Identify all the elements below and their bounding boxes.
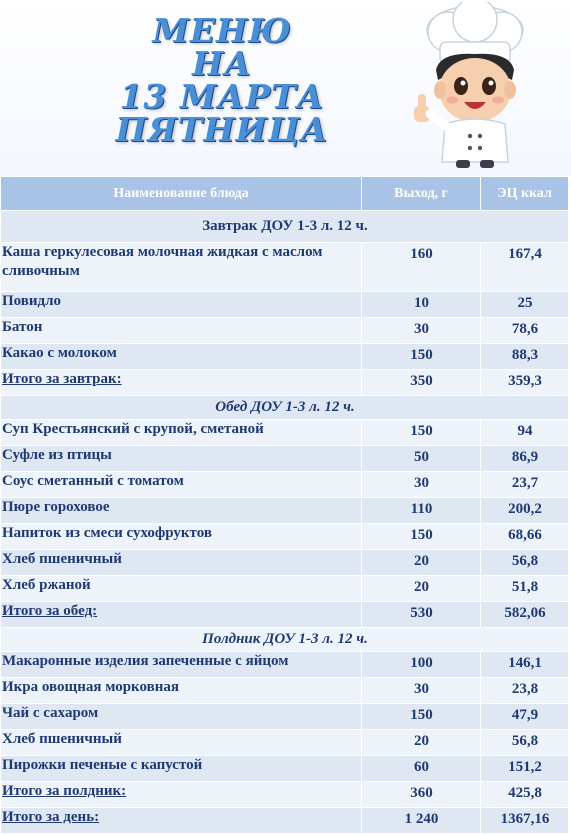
dish-kcal: 86,9 [481,446,569,472]
title-line-4: ПЯТНИЦА [115,110,329,149]
table-row [1,524,569,550]
dish-kcal: 56,8 [481,730,569,756]
column-header-dish: Наименование блюда [1,177,362,211]
total-weight: 360 [362,782,481,808]
dish-kcal: 23,8 [481,678,569,704]
table-row [1,550,569,576]
dish-weight: 20 [362,730,481,756]
table-row [1,420,569,446]
dish-weight: 20 [362,576,481,602]
chef-illustration-icon [400,2,550,172]
table-row [1,652,569,678]
dish-name: Какао с молоком [1,344,362,370]
dish-kcal: 151,2 [481,756,569,782]
dish-kcal: 23,7 [481,472,569,498]
dish-weight: 30 [362,472,481,498]
table-row [1,318,569,344]
dish-kcal: 200,2 [481,498,569,524]
total-row-snack [1,782,569,808]
dish-name: Батон [1,318,362,344]
total-row-breakfast [1,370,569,396]
dish-weight: 150 [362,420,481,446]
total-label: Итого за завтрак: [1,370,362,396]
dish-name: Пюре гороховое [1,498,362,524]
column-header-kcal: ЭЦ ккал [481,177,569,211]
dish-kcal: 56,8 [481,550,569,576]
total-kcal: 425,8 [481,782,569,808]
dish-kcal: 78,6 [481,318,569,344]
section-title: Обед ДОУ 1-3 л. 12 ч. [1,396,569,420]
title-line-2: НА [191,44,253,83]
dish-name: Икра овощная морковная [1,678,362,704]
section-lunch-title [1,396,569,420]
dish-name: Хлеб пшеничный [1,730,362,756]
menu-header [0,0,571,176]
dish-kcal: 47,9 [481,704,569,730]
table-row [1,678,569,704]
total-label: Итого за обед: [1,602,362,628]
dish-weight: 110 [362,498,481,524]
dish-kcal: 167,4 [481,243,569,292]
total-kcal: 582,06 [481,602,569,628]
dish-kcal: 25 [481,292,569,318]
dish-kcal: 51,8 [481,576,569,602]
table-row [1,704,569,730]
dish-kcal: 88,3 [481,344,569,370]
dish-weight: 150 [362,704,481,730]
dish-name: Напиток из смеси сухофруктов [1,524,362,550]
day-total-weight: 1 240 [362,808,481,834]
menu-table [0,176,569,834]
section-breakfast-title [1,211,569,243]
dish-weight: 30 [362,678,481,704]
day-total-kcal: 1367,16 [481,808,569,834]
menu-title [92,11,352,149]
table-row [1,730,569,756]
dish-name: Соус сметанный с томатом [1,472,362,498]
section-snack-title [1,628,569,652]
dish-name: Повидло [1,292,362,318]
table-row [1,756,569,782]
dish-name: Хлеб пшеничный [1,550,362,576]
table-row [1,243,569,292]
table-row [1,472,569,498]
dish-name: Хлеб ржаной [1,576,362,602]
dish-kcal: 68,66 [481,524,569,550]
table-row [1,292,569,318]
dish-name: Макаронные изделия запеченные с яйцом [1,652,362,678]
column-header-weight: Выход, г [362,177,481,211]
table-row [1,576,569,602]
total-kcal: 359,3 [481,370,569,396]
dish-name: Чай с сахаром [1,704,362,730]
dish-weight: 60 [362,756,481,782]
dish-kcal: 146,1 [481,652,569,678]
dish-weight: 150 [362,524,481,550]
title-line-1: МЕНЮ [152,11,292,50]
dish-name: Каша геркулесовая молочная жидкая с маслом сливочным [1,243,362,292]
section-title: Полдник ДОУ 1-3 л. 12 ч. [1,628,569,652]
table-row [1,344,569,370]
table-header-row [1,177,569,211]
day-total-label: Итого за день: [1,808,362,834]
table-row [1,498,569,524]
dish-weight: 30 [362,318,481,344]
dish-kcal: 94 [481,420,569,446]
dish-weight: 20 [362,550,481,576]
dish-name: Суфле из птицы [1,446,362,472]
title-line-3: 13 МАРТА [119,77,325,116]
table-row [1,446,569,472]
dish-name: Пирожки печеные с капустой [1,756,362,782]
total-row-lunch [1,602,569,628]
dish-name: Суп Крестьянский с крупой, сметаной [1,420,362,446]
total-weight: 530 [362,602,481,628]
dish-weight: 150 [362,344,481,370]
total-weight: 350 [362,370,481,396]
dish-weight: 10 [362,292,481,318]
dish-weight: 100 [362,652,481,678]
total-label: Итого за полдник: [1,782,362,808]
section-title: Завтрак ДОУ 1-3 л. 12 ч. [1,211,569,243]
dish-weight: 50 [362,446,481,472]
total-row-day [1,808,569,834]
dish-weight: 160 [362,243,481,292]
